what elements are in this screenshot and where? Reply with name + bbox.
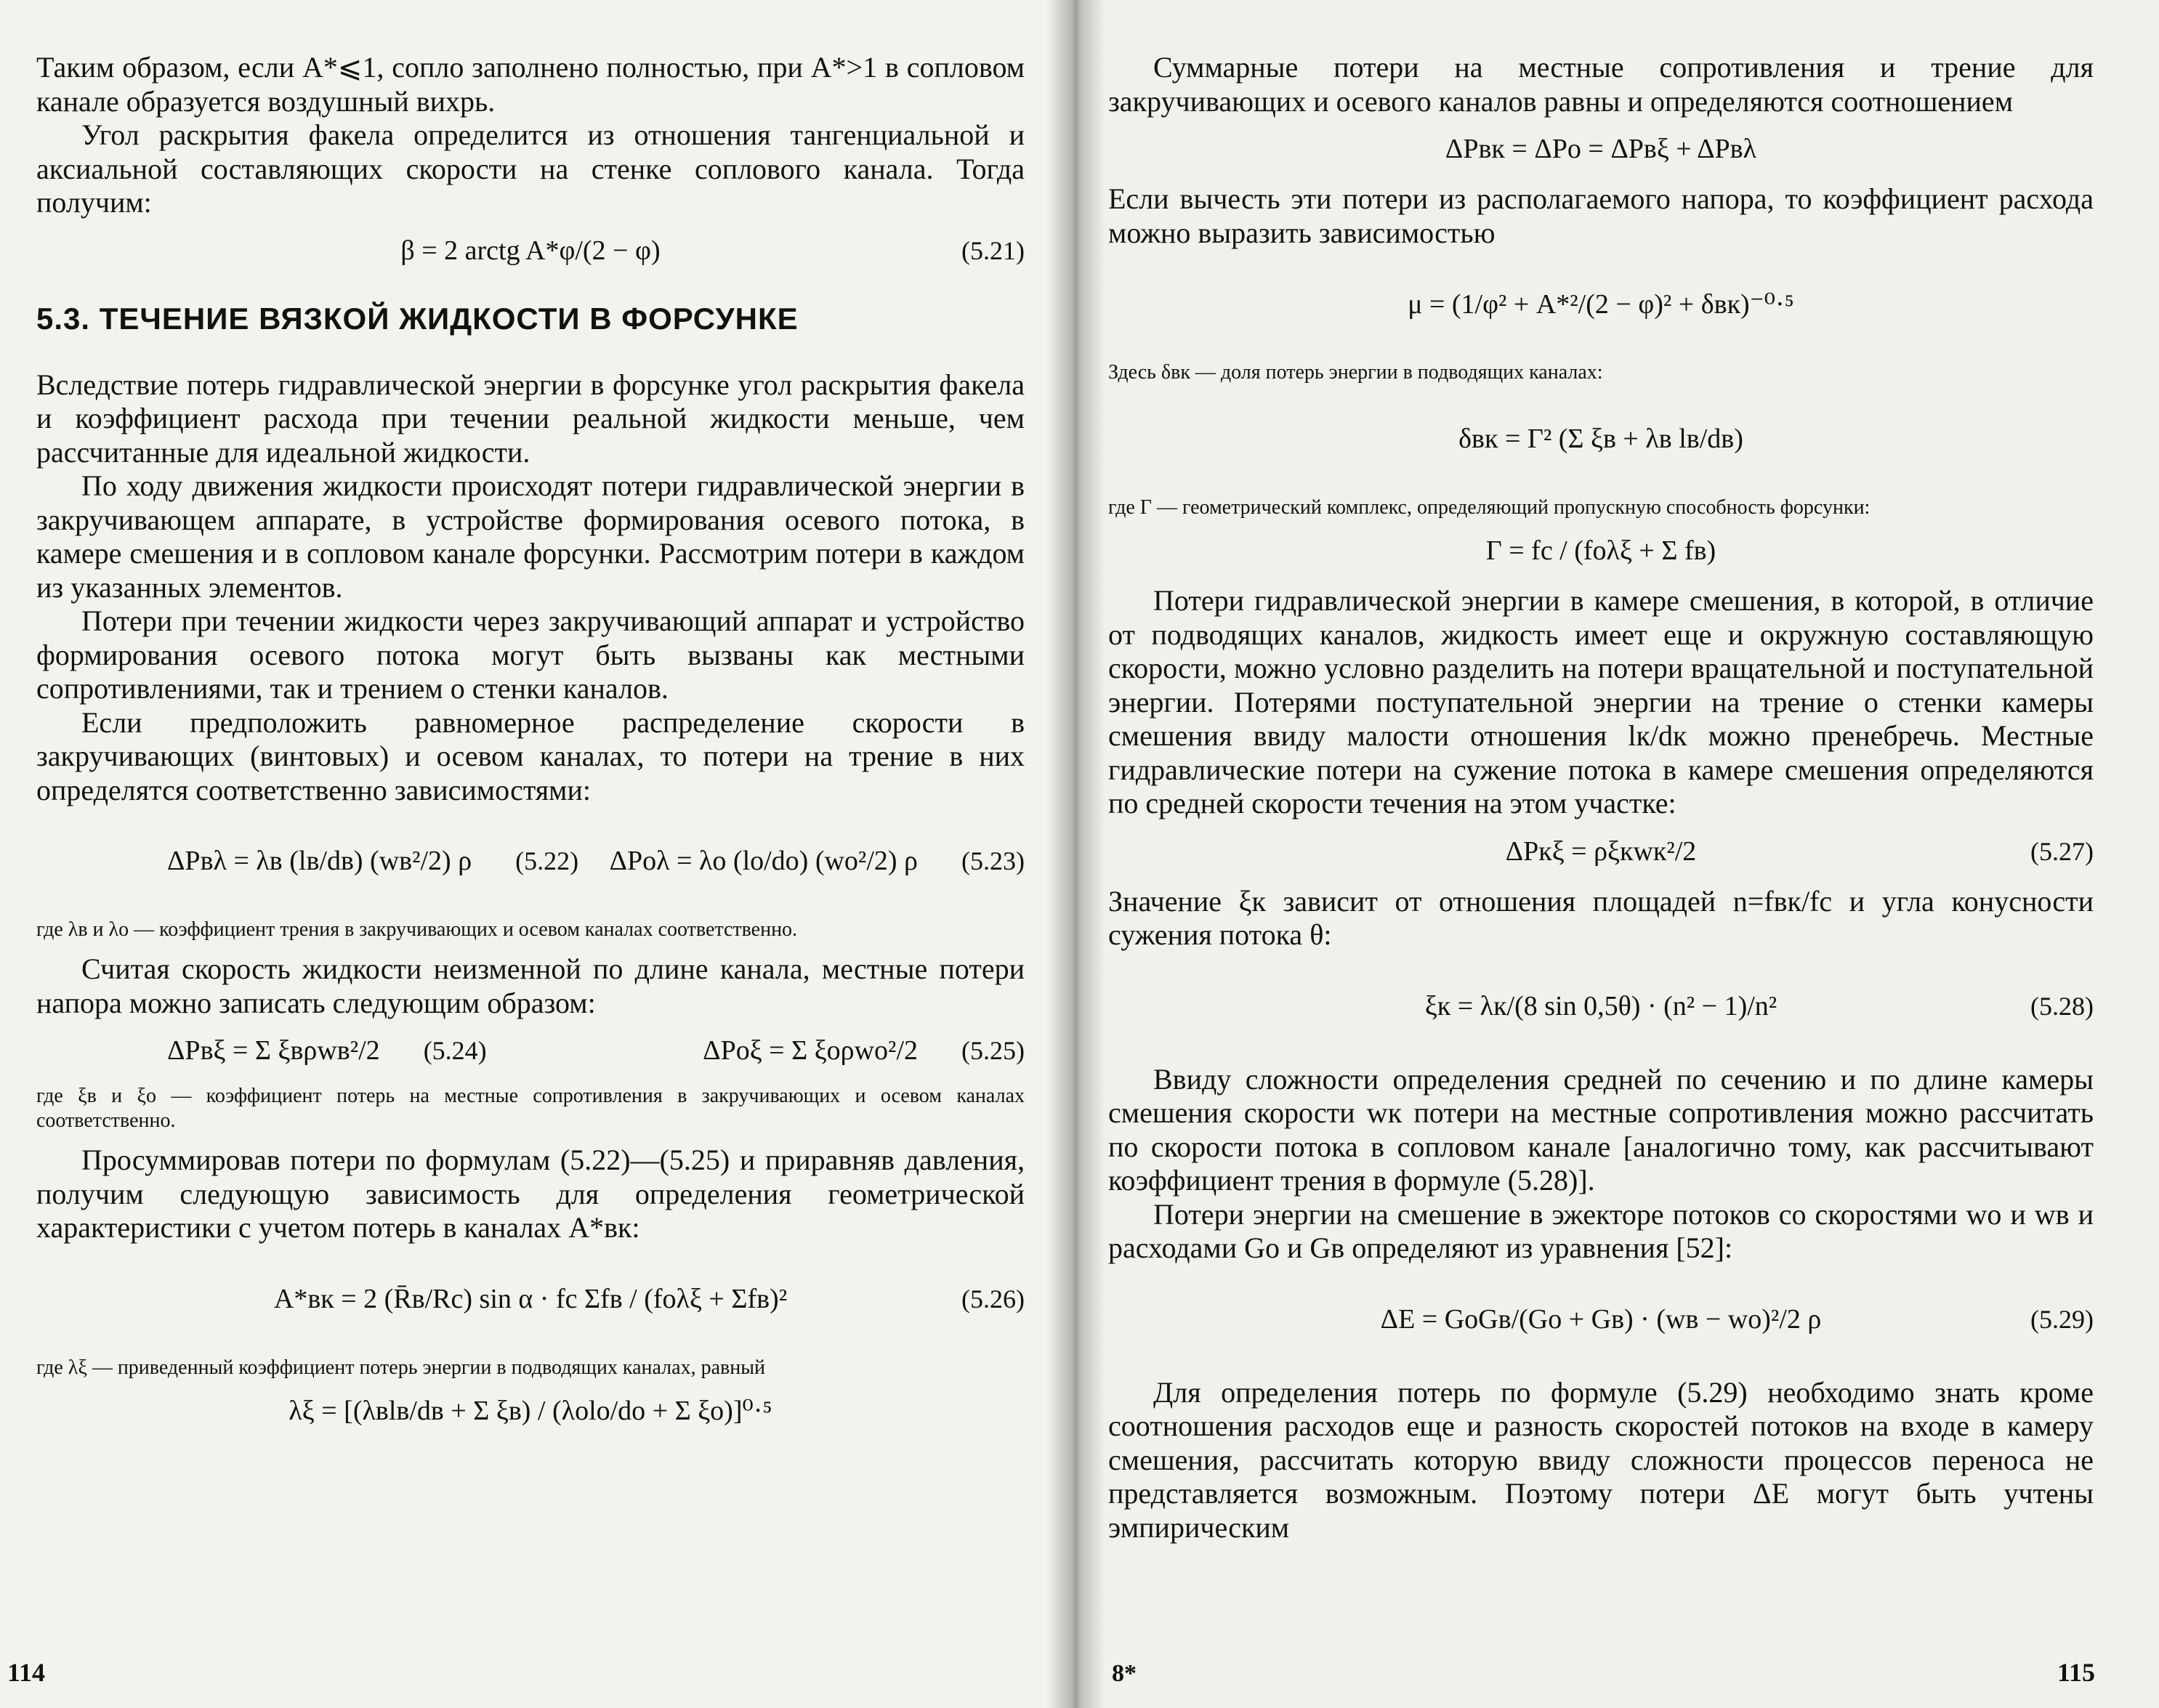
equation-number: (5.26) <box>961 1284 1025 1314</box>
formula-5-26 <box>36 1255 1025 1343</box>
paragraph: По ходу движения жидкости происходят потери гидравлической энергии в закручивающем аппарате, в устройстве формирования осевого потока, в камере смешения и в сопловом канале форсунки. Рассмотрим потери в каждом из указанных элементов. <box>36 469 1025 604</box>
formula-expression: μ = (1/φ² + A*²/(2 − φ)² + δвк)⁻⁰·⁵ <box>1408 288 1794 320</box>
equation-number: (5.27) <box>2030 836 2094 866</box>
book-gutter <box>1046 0 1105 1708</box>
equation-number: (5.25) <box>961 1036 1025 1065</box>
formula-delta <box>1108 395 2094 482</box>
note-paragraph: где Г — геометрический комплекс, определяющий пропускную способность форсунки: <box>1108 496 1871 519</box>
formula-expression: δвк = Г² (Σ ξв + λв lв/dв) <box>1458 424 1743 454</box>
formula-expression: ξк = λк/(8 sin 0,5θ) · (n² − 1)/n² <box>1424 990 1777 1021</box>
equation-number: (5.29) <box>2030 1304 2094 1334</box>
paragraph: Таким образом, если A*⩽1, сопло заполнено полностью, при A*>1 в сопловом канале образуется воздушный вихрь. <box>36 51 1025 118</box>
equation-number: (5.28) <box>2030 991 2094 1021</box>
formula-expression: ΔPвξ = Σ ξвρwв²/2 <box>167 1035 380 1066</box>
equation-number: (5.21) <box>961 235 1025 265</box>
paragraph: Суммарные потери на местные сопротивления и трение для закручивающих и осевого каналов равны и определяются соотношением <box>1108 51 2094 118</box>
paragraph: Если предположить равномерное распределение скорости в закручивающих (винтовых) и осевом каналах, то потери на трение в них определятся соответственно зависимостями: <box>36 705 1025 806</box>
formula-gamma <box>1108 530 2094 571</box>
formula-5-21 <box>36 230 1025 271</box>
formula-5-27 <box>1108 831 2094 872</box>
formula-expression: ΔPвк = ΔPо = ΔPвξ + ΔPвλ <box>1445 134 1757 164</box>
paragraph: Если вычесть эти потери из располагаемого напора, то коэффициент расхода можно выразить зависимостью <box>1108 182 2094 249</box>
signature-mark: 8* <box>1112 1660 1137 1687</box>
paragraph: Значение ξк зависит от отношения площадей n=fвк/fс и угла конусности сужения потока θ: <box>1108 884 2094 951</box>
equation-number: (5.23) <box>961 846 1025 875</box>
equation-number: (5.22) <box>515 846 579 875</box>
paragraph: Потери при течении жидкости через закручивающий аппарат и устройство формирования осевого потока могут быть вызваны как местными сопротивлениями, так и трением о стенки каналов. <box>36 604 1025 705</box>
formula-expression: A*вк = 2 (R̄в/Rс) sin α · fс Σfв / (fоλξ + Σfв)² <box>273 1283 788 1314</box>
formula-expression: Г = fс / (fоλξ + Σ fв) <box>1485 535 1716 566</box>
equation-number: (5.24) <box>423 1036 487 1065</box>
note-paragraph: где ξв и ξо — коэффициент потерь на местные сопротивления в закручивающих и осевом каналах соответственно. <box>36 1085 1025 1132</box>
paragraph: Потери энергии на смешение в эжекторе потоков со скоростями wо и wв и расходами Gо и Gв определяют из уравнения [52]: <box>1108 1197 2094 1264</box>
formula-mu <box>1108 260 2094 347</box>
note-paragraph: где λв и λо — коэффициент трения в закручивающих и осевом каналах соответственно. <box>36 918 798 941</box>
formula-lambda-xi <box>36 1391 1025 1431</box>
note-paragraph: Здесь δвк — доля потерь энергии в подводящих каналах: <box>1108 361 1603 384</box>
paragraph: Считая скорость жидкости неизменной по длине канала, местные потери напора можно записать следующим образом: <box>36 952 1025 1019</box>
formula-expression: ΔPоλ = λо (lо/dо) (wо²/2) ρ <box>609 846 919 876</box>
formula-5-22-5-23 <box>36 817 1025 904</box>
formula-expression: β = 2 arctg A*φ/(2 − φ) <box>400 235 661 266</box>
formula-5-28 <box>1108 963 2094 1050</box>
formula-expression: λξ = [(λвlв/dв + Σ ξв) / (λоlо/dо + Σ ξо)]⁰·⁵ <box>288 1396 772 1426</box>
left-page <box>0 0 1068 1708</box>
paragraph: Просуммировав потери по формулам (5.22)—(5.25) и приравняв давления, получим следующую зависимость для определения геометрической характеристики с учетом потерь в каналах A*вк: <box>36 1144 1025 1244</box>
formula-expression: ΔE = GоGв/(Gо + Gв) · (wв − wо)²/2 ρ <box>1380 1303 1822 1335</box>
paragraph: Ввиду сложности определения средней по сечению и по длине камеры смешения скорости wк потери на местные сопротивления можно рассчитать по скорости потока в сопловом канале [аналогично тому, как рассчитывают коэффициент трения в формуле (5.28)]. <box>1108 1062 2094 1197</box>
formula-5-29 <box>1108 1276 2094 1363</box>
paragraph: Вследствие потерь гидравлической энергии в форсунке угол раскрытия факела и коэффициент расхода при течении реальной жидкости меньше, чем рассчитанные для идеальной жидкости. <box>36 368 1025 469</box>
formula-sum-losses <box>1108 129 2094 169</box>
note-paragraph: где λξ — приведенный коэффициент потерь энергии в подводящих каналах, равный <box>36 1356 766 1379</box>
paragraph: Потери гидравлической энергии в камере смешения, в которой, в отличие от подводящих каналов, жидкость имеет еще и окружную составляющую скорости, можно условно разделить на потери вращательной и поступательной энергии. Потерями поступательной энергии на трение о стенки камеры смешения ввиду малости отношения lк/dк можно пренебречь. Местные гидравлические потери на сужение потока в камере смешения определяются по средней скорости течения на этом участке: <box>1108 584 2094 819</box>
page-number: 115 <box>2057 1658 2095 1687</box>
section-heading: 5.3. ТЕЧЕНИЕ ВЯЗКОЙ ЖИДКОСТИ В ФОРСУНКЕ <box>36 301 799 336</box>
right-page <box>1068 0 2159 1708</box>
paragraph: Для определения потерь по формуле (5.29) необходимо знать кроме соотношения расходов еще и разность скоростей потоков на входе в камеру смешения, рассчитать которую ввиду сложности процессов переноса не представляется возможным. Поэтому потери ΔE могут быть учтены эмпирическим <box>1108 1375 2094 1544</box>
formula-expression: ΔPоξ = Σ ξоρwо²/2 <box>703 1035 919 1066</box>
formula-5-24-5-25 <box>36 1030 1025 1071</box>
formula-expression: ΔPкξ = ρξкwк²/2 <box>1505 835 1697 867</box>
page-number: 114 <box>7 1658 46 1687</box>
paragraph: Угол раскрытия факела определится из отношения тангенциальной и аксиальной составляющих скорости на стенке соплового канала. Тогда получим: <box>36 118 1025 219</box>
formula-expression: ΔPвλ = λв (lв/dв) (wв²/2) ρ <box>167 846 472 876</box>
